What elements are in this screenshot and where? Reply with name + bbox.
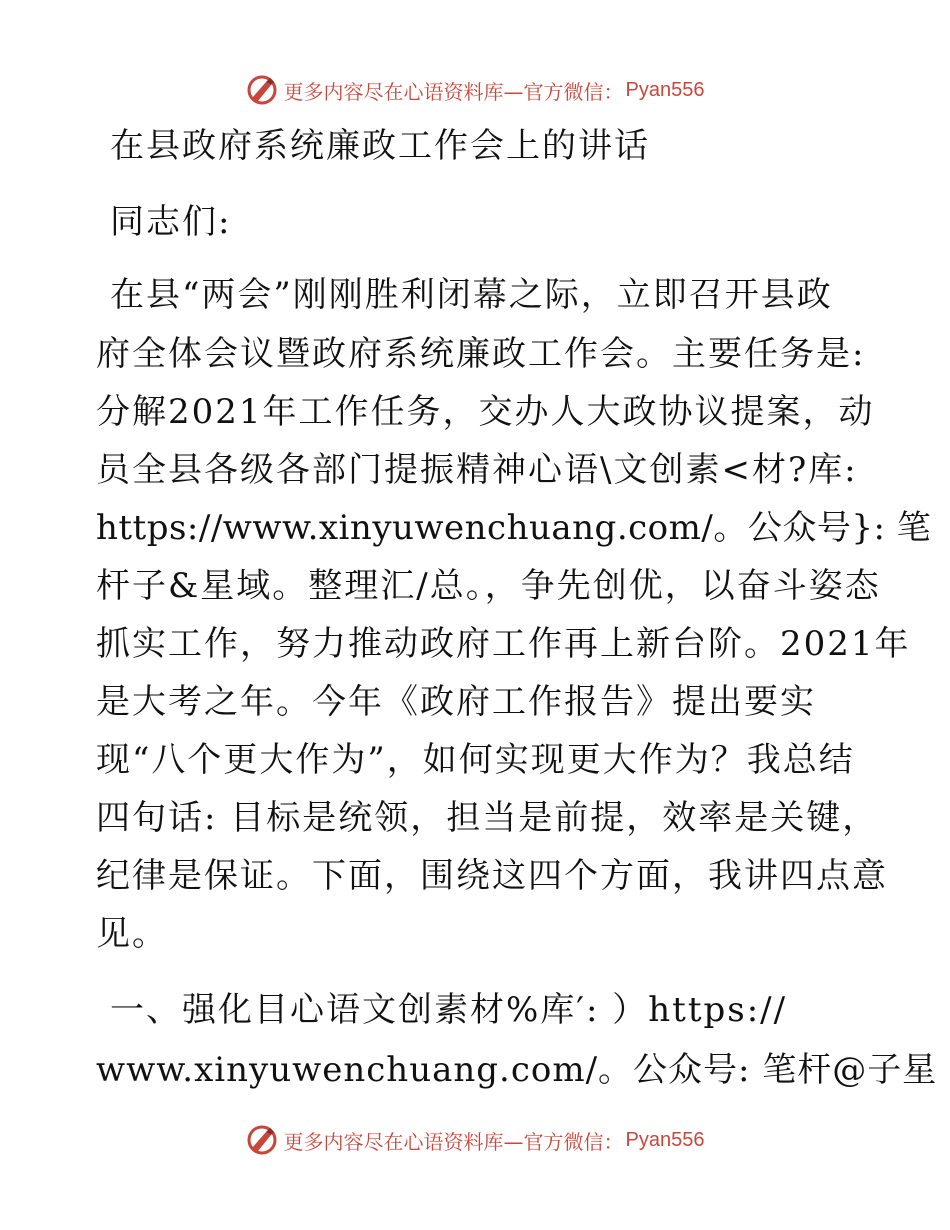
body-line: 见。 [96, 914, 168, 954]
body-line: 员全县各级各部门提振精神心语\文创素<材?库: [96, 450, 858, 490]
pen-logo-icon [246, 1124, 278, 1156]
pen-logo-icon [246, 74, 278, 106]
footer-watermark-banner [0, 1120, 950, 1160]
body-line: 现“八个更大作为”，如何实现更大作为？我总结 [96, 740, 855, 780]
section-heading-line: 一、强化目心语文创素材%库′: ）https:// [110, 990, 788, 1030]
body-line: 分解2021年工作任务，交办人大政协议提案，动 [96, 392, 875, 432]
salutation: 同志们: [110, 202, 232, 242]
section-heading-line: www.xinyuwenchuang.com/。公众号: 笔杆@子星 [96, 1050, 938, 1090]
body-line: 抓实工作，努力推动政府工作再上新台阶。2021年 [96, 624, 911, 664]
banner-wechat-id: Pyan556 [625, 1128, 705, 1151]
body-line: 纪律是保证。下面，围绕这四个方面，我讲四点意 [96, 856, 888, 896]
banner-wechat-id: Pyan556 [625, 78, 705, 101]
document-title: 在县政府系统廉政工作会上的讲话 [110, 126, 650, 166]
body-line: 四句话: 目标是统领，担当是前提，效率是关键， [96, 798, 879, 838]
body-line: 府全体会议暨政府系统廉政工作会。主要任务是: [96, 334, 866, 374]
body-line: 在县“两会”刚刚胜利闭幕之际，立即召开县政 [110, 275, 833, 315]
body-line: 杆子&星域。整理汇/总。，争先创优，以奋斗姿态 [96, 566, 881, 606]
banner-text: 更多内容尽在心语资料库—官方微信： [283, 1129, 624, 1154]
header-watermark-banner [0, 70, 950, 110]
banner-text: 更多内容尽在心语资料库—官方微信： [283, 79, 624, 104]
body-line: https://www.xinyuwenchuang.com/。公众号}: 笔 [96, 508, 932, 548]
body-line: 是大考之年。今年《政府工作报告》提出要实 [96, 682, 816, 722]
